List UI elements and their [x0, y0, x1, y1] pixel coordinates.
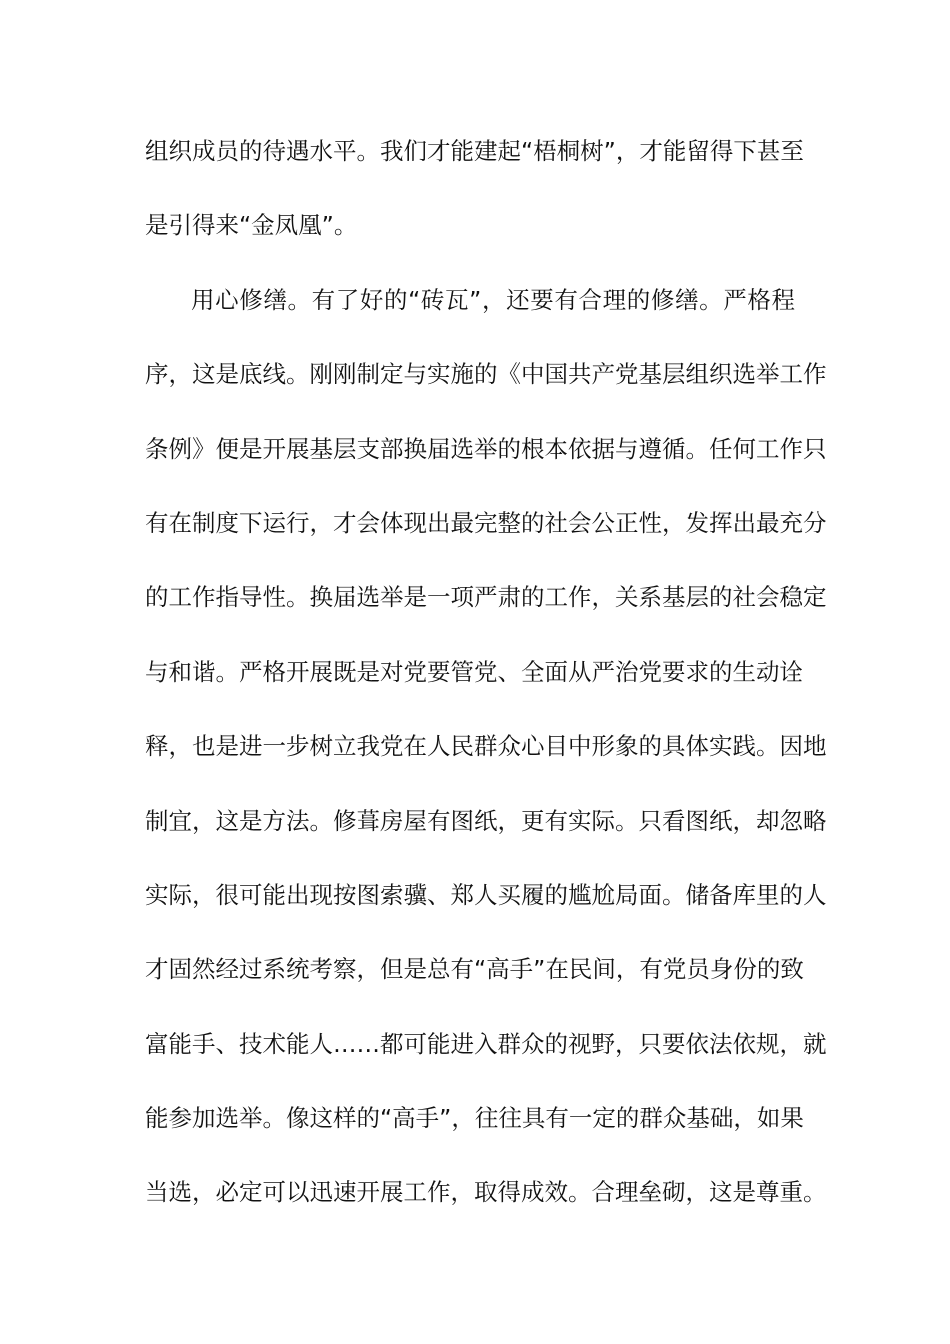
text-line: 实际，很可能出现按图索骥、郑人买履的尴尬局面。储备库里的人: [145, 880, 827, 909]
text-line: 才固然经过系统考察，但是总有“高手”在民间，有党员身份的致: [145, 955, 804, 984]
text-line: 富能手、技术能人……都可能进入群众的视野，只要依法依规，就: [145, 1029, 827, 1058]
text-line: 序，这是底线。刚刚制定与实施的《中国共产党基层组织选举工作: [145, 360, 827, 389]
text-line: 有在制度下运行，才会体现出最完整的社会公正性，发挥出最充分: [145, 508, 827, 537]
body-text: [145, 126, 827, 1242]
text-line: 与和谐。严格开展既是对党要管党、全面从严治党要求的生动诠: [145, 657, 803, 686]
text-line: 当选，必定可以迅速开展工作，取得成效。合理垒砌，这是尊重。: [145, 1178, 827, 1207]
paragraph-first-line: 用心修缮。有了好的“砖瓦”，还要有合理的修缮。严格程: [191, 285, 795, 314]
text-line: 条例》便是开展基层支部换届选举的根本依据与遵循。任何工作只: [145, 434, 827, 463]
text-line: 能参加选举。像这样的“高手”，往往具有一定的群众基础，如果: [145, 1104, 804, 1133]
text-line: 是引得来“金凤凰”。: [145, 211, 358, 240]
text-line: 制宜，这是方法。修葺房屋有图纸，更有实际。只看图纸，却忽略: [145, 806, 827, 835]
text-line: 组织成员的待遇水平。我们才能建起“梧桐树”，才能留得下甚至: [145, 137, 804, 165]
text-line: 释，也是进一步树立我党在人民群众心目中形象的具体实践。因地: [145, 732, 827, 761]
text-line: 的工作指导性。换届选举是一项严肃的工作，关系基层的社会稳定: [145, 583, 827, 612]
